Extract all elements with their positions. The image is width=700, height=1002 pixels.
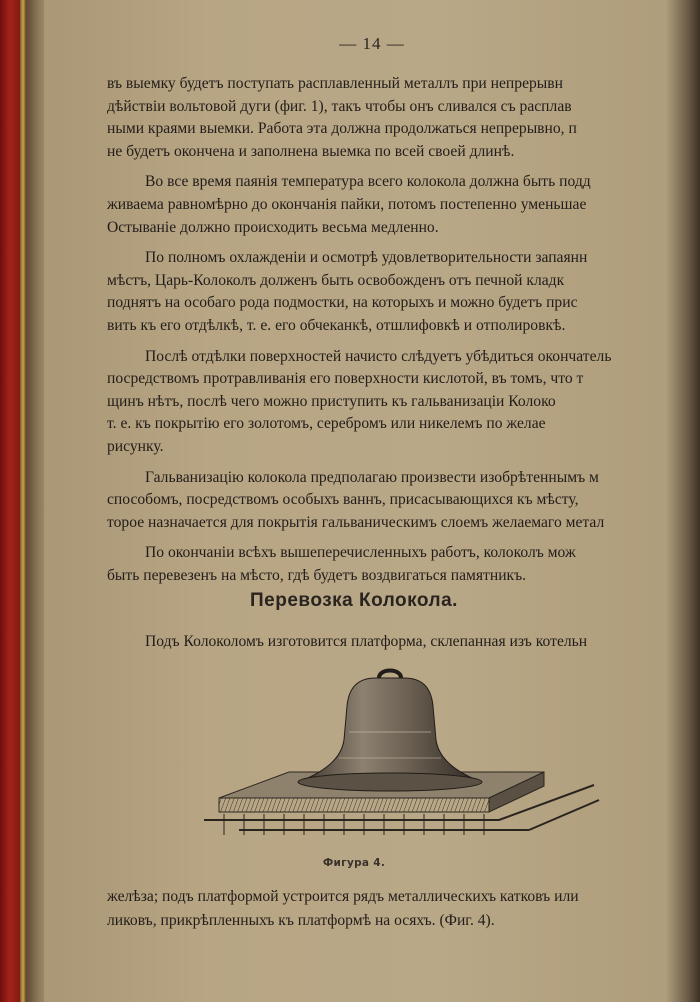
paragraph (107, 247, 679, 337)
text-line: не будетъ окончена и заполнена выемка по всей своей длинѣ. (107, 142, 515, 160)
text-line: въ выемку будетъ поступать расплавленный металлъ при непрерывн (107, 75, 563, 92)
text-line: По окончаніи всѣхъ вышеперечисленныхъ работъ, колоколъ мож (145, 544, 576, 562)
paragraph (107, 171, 679, 239)
text-line: торое назначается для покрытія гальваническимъ слоемъ желаемаго метал (107, 513, 605, 531)
text-line: вить къ его отдѣлкѣ, т. е. его обчеканкѣ, отшлифовкѣ и отполировкѣ. (107, 316, 566, 334)
bell-platform-illustration (199, 660, 604, 850)
text-line: Послѣ отдѣлки поверхностей начисто слѣдуетъ убѣдиться окончатель (145, 347, 612, 365)
text-line: дѣйствіи вольтовой дуги (фиг. 1), такъ чтобы онъ сливался съ расплав (107, 97, 572, 115)
text-line: живаема равномѣрно до окончанія пайки, потомъ постепенно уменьшае (107, 195, 587, 213)
text-line: мѣстъ, Царь-Колоколъ долженъ быть освобожденъ отъ печной кладк (107, 271, 565, 289)
text-line: Во все время паянія температура всего колокола должна быть подд (145, 173, 591, 191)
section-heading: Перевозка Колокола. (250, 590, 458, 611)
book-binding (0, 0, 22, 1002)
closing-text (107, 885, 700, 933)
text-line: ными краями выемки. Работа эта должна продолжаться непрерывно, п (107, 120, 577, 138)
text-line: ликовъ, прикрѣпленныхъ къ платформѣ на осяхъ. (Фиг. 4). (107, 912, 495, 929)
text-line: способомъ, посредствомъ особыхъ ваннъ, присасывающихся къ мѣсту, (107, 491, 579, 509)
text-line: т. е. къ покрытію его золотомъ, серебромъ или никелемъ по желае (107, 415, 546, 433)
text-line: поднятъ на особаго рода подмостки, на которыхъ и можно будетъ прис (107, 294, 578, 312)
text-line: быть перевезенъ на мѣсто, гдѣ будетъ воздвигаться памятникъ. (107, 566, 527, 584)
text-line: рисунку. (107, 437, 164, 455)
text-line: желѣза; подъ платформой устроится рядъ металлическихъ катковъ или (107, 888, 579, 905)
page-number: — 14 — (339, 34, 405, 53)
text-line: Гальванизацію колокола предполагаю произвести изобрѣтеннымъ м (145, 468, 599, 486)
paragraph (107, 467, 679, 535)
paragraph (107, 542, 679, 587)
figure-caption: Фигура 4. (322, 857, 386, 869)
book-page (44, 0, 700, 1002)
section-first-line: Подъ Колоколомъ изготовится платформа, склепанная изъ котельн (145, 633, 588, 650)
text-line: щинъ нѣтъ, послѣ чего можно приступить къ гальванизаціи Колоко (107, 392, 556, 410)
paragraph (107, 73, 679, 163)
text-line: Остываніе должно происходить весьма медленно. (107, 218, 439, 236)
paragraph (107, 346, 679, 459)
body-text (107, 73, 679, 595)
text-line: По полномъ охлажденіи и осмотрѣ удовлетворительности запаянн (145, 249, 588, 267)
text-line: посредствомъ протравливанія его поверхности кислотой, въ томъ, что т (107, 370, 584, 388)
